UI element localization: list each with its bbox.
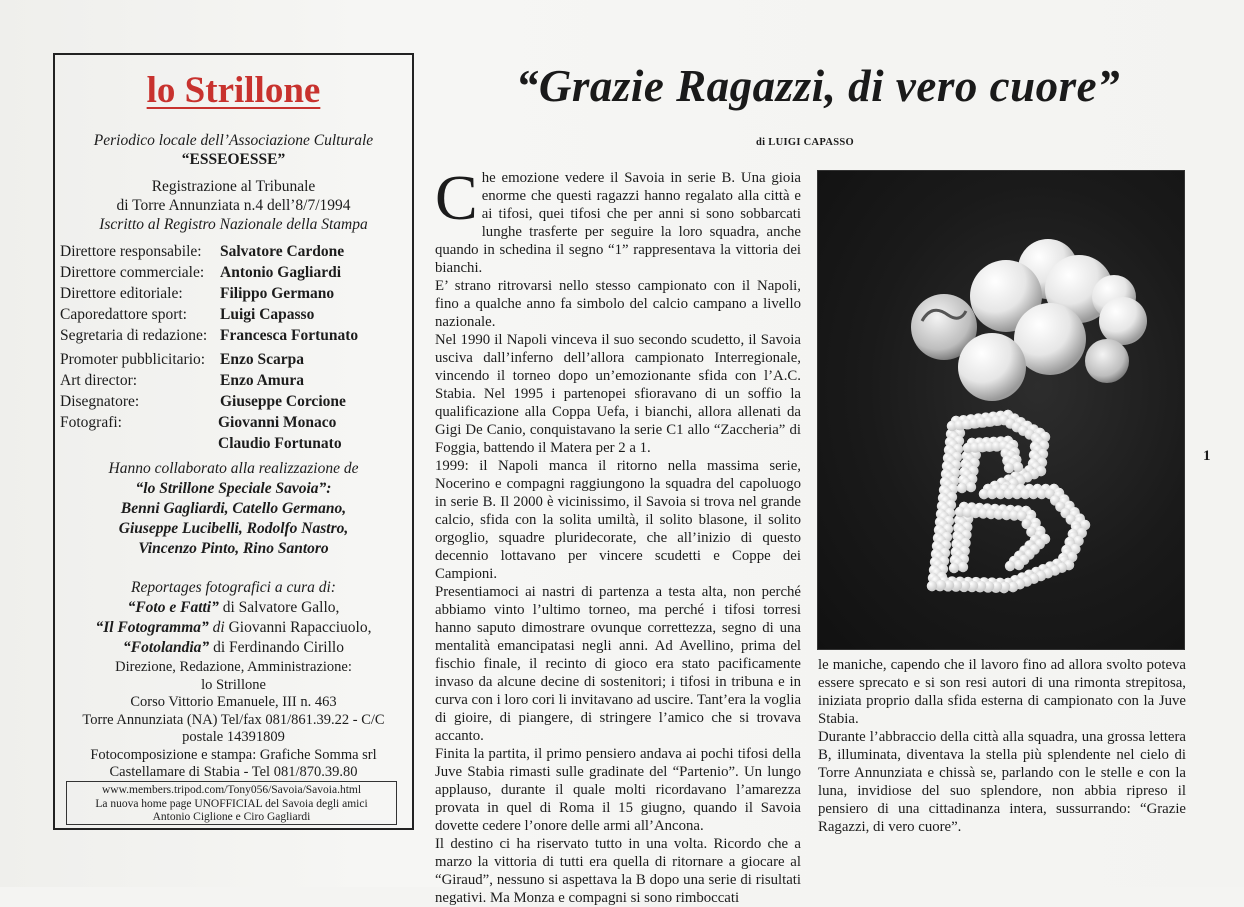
registration-line-1: Registrazione al Tribunale — [151, 178, 316, 195]
article-photo — [817, 170, 1185, 650]
staff-role: Art director: — [60, 372, 138, 389]
collab-intro-2: “lo Strillone Speciale Savoia”: — [135, 480, 332, 497]
bead — [958, 562, 968, 572]
address-line: lo Strillone — [201, 676, 266, 693]
staff-name: Luigi Capasso — [220, 306, 315, 323]
bead — [927, 581, 937, 591]
registration-line-3: Iscritto al Registro Nazionale della Stampa — [99, 216, 368, 233]
staff-role: Direttore responsabile: — [60, 243, 202, 260]
bead — [966, 482, 976, 492]
staff-row — [60, 262, 410, 283]
association-name: “ESSEOESSE” — [181, 151, 286, 168]
address-line: Corso Vittorio Emanuele, III n. 463 — [130, 694, 337, 710]
reportage-block — [55, 578, 412, 658]
paragraph: le maniche, capendo che il lavoro fino ad allora svolto poteva essere sprecato e si son resi autori di una rimonta strepitosa, iniziata proprio dalla sfida esterna di campionato con la Juve Stabia. — [818, 657, 1186, 727]
paragraph: Nel 1990 il Napoli vinceva il suo secondo scudetto, il Savoia usciva dall’inferno dell’allora campionato Interregionale, vincendo il torneo dopo un’emozionante sfida con l’A.C. Stabia. Nel 1995 i partenopei sfioravano di un soffio la qualificazione alla Coppa Uefa, i bianchi, allora allenati da Gigi De Canio, conquistavano la serie C1 allo “Zaccheria” di Foggia, battendo il Matera per 2 a 1. — [435, 332, 801, 456]
bead — [957, 483, 967, 493]
registration-line-2: di Torre Annunziata n.4 dell’8/7/1994 — [116, 197, 351, 214]
illuminated-letter-b — [927, 410, 1090, 593]
drop-cap: C — [435, 162, 478, 233]
balloon-cluster — [911, 239, 1147, 401]
address-line: Castellamare di Stabia - Tel 081/870.39.80 — [109, 764, 358, 780]
reportage-3-rest: di Ferdinando Cirillo — [209, 639, 344, 656]
staff-row — [60, 325, 410, 346]
balloon — [958, 333, 1026, 401]
bead — [1005, 561, 1015, 571]
staff-row — [60, 370, 410, 391]
paragraph: Il destino ci ha riservato tutto in una volta. Ricordo che a marzo la vittoria di tutti era quella di ritornare a giocare al “Giraud”, nessuno si aspettava la B dopo una serie di risultati negativi. Ma Monza e compagni si sono rimboccati — [435, 836, 801, 906]
paragraph: Finita la partita, il primo pensiero andava ai pochi tifosi della Juve Stabia rimasti sulle gradinate del “Partenio”. Un lungo applauso, durante il quale molti ricordavano l’amarezza provata in quel di Roma il 15 giugno, quando il Savoia dovette cedere l’onore delle armi all’Ancona. — [435, 746, 801, 834]
bead — [949, 563, 959, 573]
balloon — [1099, 297, 1147, 345]
collab-names-2: Giuseppe Lucibelli, Rodolfo Nastro, — [118, 520, 349, 537]
collaborators-block — [55, 459, 412, 559]
staff-name: Giuseppe Corcione — [220, 393, 346, 410]
article-column-1 — [435, 162, 802, 907]
staff-row — [60, 283, 410, 304]
reportage-2-rest: Giovanni Rapacciuolo, — [224, 619, 372, 636]
photo-illustration — [818, 171, 1185, 650]
masthead-box — [53, 53, 414, 830]
website-url[interactable]: www.members.tripod.com/Tony056/Savoia/Savoia.html — [101, 784, 362, 796]
staff-name: Salvatore Cardone — [220, 243, 345, 260]
article-byline: di LUIGI CAPASSO — [756, 137, 854, 148]
staff-role: Promoter pubblicitario: — [60, 351, 206, 368]
address-line: Direzione, Redazione, Amministrazione: — [115, 659, 352, 675]
bead — [936, 580, 946, 590]
article-column-2 — [818, 656, 1186, 836]
reportage-intro: Reportages fotografici a cura di: — [131, 579, 336, 596]
article-headline: “Grazie Ragazzi, di vero cuore” — [515, 61, 1121, 111]
paragraph-text: he emozione vedere il Savoia in serie B. Una gioia enorme che questi ragazzi hanno regalato alla città e ai tifosi, quei tifosi che per anni si sono sobbarcati lunghe trasferte per seguire la loro squadra, anche quando in schedina il segno “1” rappresentava la vittoria dei bianchi. — [435, 170, 801, 276]
staff-name: Giovanni Monaco — [218, 414, 337, 431]
staff-row — [60, 349, 410, 370]
reportage-line-2 — [55, 618, 412, 638]
staff-role: Direttore commerciale: — [60, 264, 205, 281]
collab-intro-1: Hanno collaborato alla realizzazione de — [108, 460, 359, 477]
website-note-1: La nuova home page UNOFFICIAL del Savoia degli amici — [95, 797, 368, 810]
reportage-1-rest: di Salvatore Gallo, — [218, 599, 340, 616]
collab-names-1: Benni Gagliardi, Catello Germano, — [120, 500, 347, 517]
newspaper-title: lo Strillone — [146, 70, 321, 111]
collab-names-3: Vincenzo Pinto, Rino Santoro — [138, 540, 329, 557]
staff-row — [60, 412, 410, 433]
staff-row — [60, 304, 410, 325]
address-line: postale 14391809 — [182, 729, 285, 745]
staff-name: Francesca Fortunato — [220, 327, 359, 344]
staff-row — [60, 433, 410, 454]
staff-name: Antonio Gagliardi — [220, 264, 342, 281]
reportage-line-3 — [55, 638, 412, 658]
bead — [1004, 463, 1014, 473]
website-box — [66, 781, 397, 825]
reportage-2-title: “Il Fotogramma” — [95, 619, 209, 636]
staff-name: Claudio Fortunato — [218, 435, 342, 452]
reportage-2-di: di — [208, 619, 225, 636]
staff-role: Fotografi: — [60, 414, 122, 431]
staff-row — [60, 241, 410, 262]
staff-name: Filippo Germano — [220, 285, 335, 302]
staff-role: Segretaria di redazione: — [60, 327, 208, 344]
marble-balloon — [1085, 339, 1129, 383]
paragraph — [435, 162, 801, 277]
address-line: Torre Annunziata (NA) Tel/fax 081/861.39.22 - C/C — [82, 711, 385, 728]
staff-name: Enzo Scarpa — [220, 351, 304, 368]
reportage-line-1 — [55, 598, 412, 618]
bead — [1013, 462, 1023, 472]
website-note-2: Antonio Ciglione e Ciro Gagliardi — [152, 811, 311, 823]
paragraph: Presentiamoci ai nastri di partenza a testa alta, non perché abbiamo vinto l’ultimo torneo, ma perché i tifosi torresi hanno saputo dimostrare ovunque correttezza, segno di una mentalità emancipatasi negli anni. Ad Avellino, prima del fischio finale, il recinto di gioco era stato pacificamente invaso da alcune decine di sostenitori; i tifosi in tribuna e in curva con i loro cori li invitavano ad uscire. Tant’era la voglia di gioire, di piangere, di stringere l’amico che si trovava accanto. — [435, 584, 802, 744]
paragraph: 1999: il Napoli manca il ritorno nella massima serie, Nocerino e compagni raggiungono la squadra del capoluogo in serie B. Il 2000 è vicinissimo, il Savoia si trova nel grande calcio, sfida con la solita umiltà, il solito blasone, il solito orgoglio, squadre pluridecorate, che all’inizio di questo decennio lottavano per vincere scudetti e Coppe dei Campioni. — [435, 458, 801, 582]
masthead-subtitle: Periodico locale dell’Associazione Culturale — [93, 132, 374, 149]
staff-list — [60, 241, 410, 454]
page-number: 1 — [1203, 448, 1211, 464]
address-block — [55, 659, 412, 782]
staff-row — [60, 391, 410, 412]
reportage-3-title: “Fotolandia” — [123, 639, 210, 656]
paragraph: Durante l’abbraccio della città alla squadra, una grossa lettera B, illuminata, diventava la stella più splendente nel cielo di Torre Annunziata e chissà se, parlando con le stelle e con la luna, invidiose del suo splendore, non abbia ripreso il pensiero di una cittadinanza intera, sussurrando: “Grazie Ragazzi, di vero cuore”. — [818, 729, 1186, 835]
paragraph: E’ strano ritrovarsi nello stesso campionato con il Napoli, fino a qualche anno fa simbolo del calcio campano a livello nazionale. — [435, 278, 801, 330]
bead — [1014, 560, 1024, 570]
staff-name: Enzo Amura — [220, 372, 304, 389]
staff-role: Caporedattore sport: — [60, 306, 187, 323]
address-line: Fotocomposizione e stampa: Grafiche Somma srl — [90, 746, 377, 763]
staff-role: Disegnatore: — [60, 393, 140, 410]
staff-role: Direttore editoriale: — [60, 285, 183, 302]
reportage-1-title: “Foto e Fatti” — [127, 599, 219, 616]
